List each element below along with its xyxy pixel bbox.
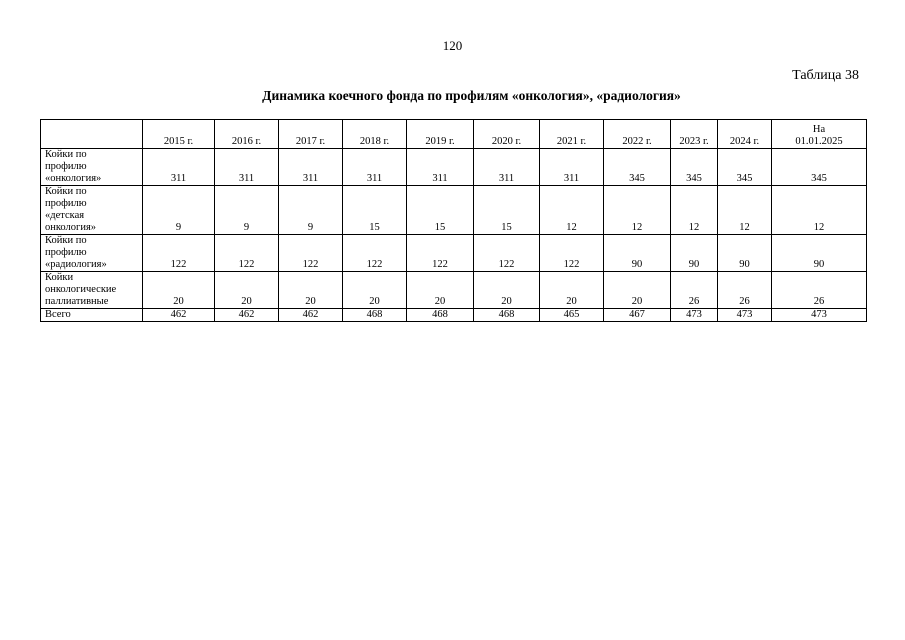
table-cell: 122 (407, 235, 474, 272)
row-label-line: Койки по (45, 186, 87, 197)
table-cell: 465 (540, 309, 604, 322)
column-header: 2017 г. (279, 120, 343, 149)
row-label-line: онкология» (45, 222, 97, 233)
table-cell: 311 (343, 149, 407, 186)
table-title: Динамика коечного фонда по профилям «онкология», «радиология» (262, 88, 681, 103)
table-cell: 468 (407, 309, 474, 322)
table-row (41, 186, 867, 235)
table-cell: 90 (604, 235, 671, 272)
table-cell: 122 (343, 235, 407, 272)
table-cell: 345 (772, 149, 867, 186)
table-cell: 122 (215, 235, 279, 272)
table-cell: 468 (343, 309, 407, 322)
table-cell: 90 (772, 235, 867, 272)
table-cell: 20 (407, 272, 474, 309)
row-label-line: «радиология» (45, 259, 107, 270)
row-label-line: профилю (45, 161, 87, 172)
table-body (41, 149, 867, 322)
row-label (41, 272, 143, 309)
table-cell: 12 (604, 186, 671, 235)
row-label-line: паллиативные (45, 296, 109, 307)
table-cell: 12 (718, 186, 772, 235)
table-cell: 473 (772, 309, 867, 322)
table-cell: 20 (604, 272, 671, 309)
column-header: На 01.01.2025 (772, 120, 867, 149)
row-label (41, 235, 143, 272)
table-cell: 311 (407, 149, 474, 186)
table-cell: 311 (540, 149, 604, 186)
table-cell: 15 (343, 186, 407, 235)
row-label-line: «онкология» (45, 173, 102, 184)
table-cell: 462 (215, 309, 279, 322)
table-cell: 311 (215, 149, 279, 186)
column-header: 2018 г. (343, 120, 407, 149)
table-cell: 9 (279, 186, 343, 235)
table-cell: 90 (718, 235, 772, 272)
row-label (41, 149, 143, 186)
table-cell: 26 (772, 272, 867, 309)
table-cell: 20 (215, 272, 279, 309)
row-label-line: Койки по (45, 235, 87, 246)
table-cell: 9 (143, 186, 215, 235)
row-label-line: Всего (45, 309, 71, 320)
column-header: 2021 г. (540, 120, 604, 149)
table-cell: 122 (143, 235, 215, 272)
table-cell: 345 (671, 149, 718, 186)
column-header: 2015 г. (143, 120, 215, 149)
row-label-line: профилю (45, 247, 87, 258)
table-cell: 20 (279, 272, 343, 309)
table-cell: 462 (279, 309, 343, 322)
table-cell: 20 (143, 272, 215, 309)
table-cell: 311 (279, 149, 343, 186)
table-cell: 122 (474, 235, 540, 272)
column-header: 2020 г. (474, 120, 540, 149)
table-cell: 20 (343, 272, 407, 309)
table-cell: 345 (718, 149, 772, 186)
table-cell: 473 (718, 309, 772, 322)
table-label: Таблица 38 (792, 68, 859, 83)
table-cell: 9 (215, 186, 279, 235)
table-cell: 468 (474, 309, 540, 322)
table-cell: 467 (604, 309, 671, 322)
table-cell: 311 (143, 149, 215, 186)
row-label-line: Койки по (45, 149, 87, 160)
table-cell: 20 (540, 272, 604, 309)
table-row (41, 272, 867, 309)
table-cell: 26 (718, 272, 772, 309)
row-label (41, 309, 143, 322)
data-table (40, 119, 867, 322)
table-cell: 473 (671, 309, 718, 322)
table-cell: 12 (772, 186, 867, 235)
row-label-line: онкологические (45, 284, 117, 295)
table-cell: 311 (474, 149, 540, 186)
table-cell: 90 (671, 235, 718, 272)
row-label (41, 186, 143, 235)
column-header: 2019 г. (407, 120, 474, 149)
table-row (41, 149, 867, 186)
table-cell: 462 (143, 309, 215, 322)
table-cell: 15 (407, 186, 474, 235)
table-cell: 26 (671, 272, 718, 309)
table-cell: 20 (474, 272, 540, 309)
table-cell: 345 (604, 149, 671, 186)
table-cell: 15 (474, 186, 540, 235)
row-label-line: профилю (45, 198, 87, 209)
column-header: 2016 г. (215, 120, 279, 149)
row-label-line: Койки (45, 272, 74, 283)
table-row-total (41, 309, 867, 322)
column-header: 2022 г. (604, 120, 671, 149)
page-number: 120 (442, 38, 463, 53)
column-header: 2023 г. (671, 120, 718, 149)
header-corner-cell (41, 120, 143, 149)
column-header: 2024 г. (718, 120, 772, 149)
table-cell: 122 (279, 235, 343, 272)
header-row (41, 120, 867, 149)
table-cell: 122 (540, 235, 604, 272)
table-row (41, 235, 867, 272)
row-label-line: «детская (45, 210, 85, 221)
table-cell: 12 (540, 186, 604, 235)
table-cell: 12 (671, 186, 718, 235)
